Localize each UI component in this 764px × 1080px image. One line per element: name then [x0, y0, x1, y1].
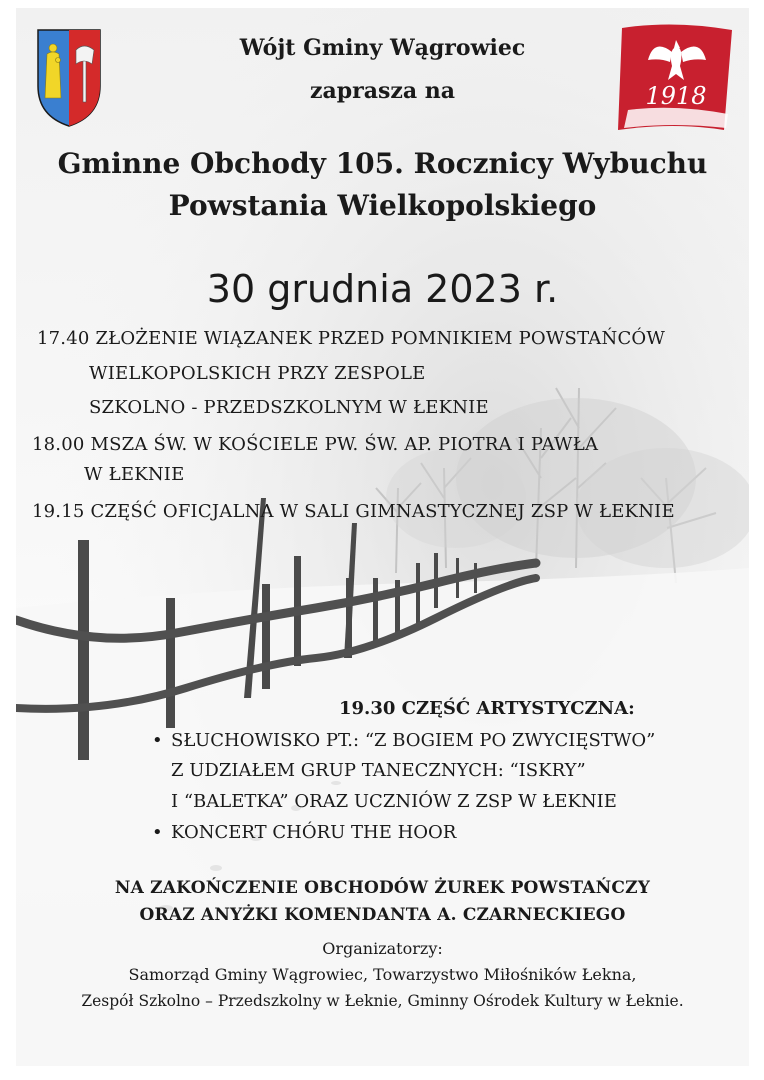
title-line-2: Powstania Wielkopolskiego [168, 189, 597, 222]
header-line-1: Wójt Gminy Wągrowiec [239, 35, 526, 61]
closing-line-2: ORAZ ANYŻKI KOMENDANTA A. CZARNECKIEGO [139, 905, 626, 925]
artistic-item-1-line-1: SŁUCHOWISKO PT.: “Z BOGIEM PO ZWYCIĘSTWO” [171, 730, 656, 751]
bullet-icon: • [152, 822, 163, 843]
organizers-line-2: Zespół Szkolno – Przedszkolny w Łeknie, Gminny Ośrodek Kultury w Łeknie. [81, 992, 684, 1010]
program-item-2-line-2: W ŁEKNIE [84, 464, 185, 485]
poster [16, 8, 749, 1066]
title-line-1: Gminne Obchody 105. Rocznicy Wybuchu [57, 147, 708, 180]
artistic-item-1-line-2: Z UDZIAŁEM GRUP TANECZNYCH: “ISKRY” [171, 760, 586, 781]
program-item-1-time: 17.40 [37, 328, 90, 349]
program-item-2-line-1: 18.00 MSZA ŚW. W KOŚCIELE PW. ŚW. AP. PIOTRA I PAWŁA [32, 434, 599, 455]
bullet-icon: • [152, 730, 163, 751]
artistic-heading: 19.30 CZĘŚĆ ARTYSTYCZNA: [339, 698, 635, 719]
program-item-3-time: 19.15 [32, 501, 85, 522]
artistic-item-1-line-3: I “BALETKA” ORAZ UCZNIÓW Z ZSP W ŁEKNIE [171, 791, 617, 812]
program-item-1-line-3: SZKOLNO - PRZEDSZKOLNYM W ŁEKNIE [89, 397, 489, 418]
program-item-3-line-1: 19.15 CZĘŚĆ OFICJALNA W SALI GIMNASTYCZNEJ ZSP W ŁEKNIE [32, 501, 675, 522]
artistic-item-2-line-1: KONCERT CHÓRU THE HOOR [171, 822, 457, 843]
closing-line-1: NA ZAKOŃCZENIE OBCHODÓW ŻUREK POWSTAŃCZY [114, 878, 651, 898]
organizers-label: Organizatorzy: [322, 939, 443, 958]
flag-year-text: 1918 [645, 82, 707, 110]
program-item-1-line-2: WIELKOPOLSKICH PRZY ZESPOLE [89, 363, 426, 384]
header-line-2: zaprasza na [309, 78, 456, 104]
program-item-2-time: 18.00 [32, 434, 85, 455]
organizers-line-1: Samorząd Gminy Wągrowiec, Towarzystwo Miłośników Łekna, [128, 965, 637, 984]
program-item-1-line-1: 17.40 ZŁOŻENIE WIĄZANEK PRZED POMNIKIEM POWSTAŃCÓW [37, 328, 666, 349]
event-date: 30 grudnia 2023 r. [206, 267, 559, 311]
